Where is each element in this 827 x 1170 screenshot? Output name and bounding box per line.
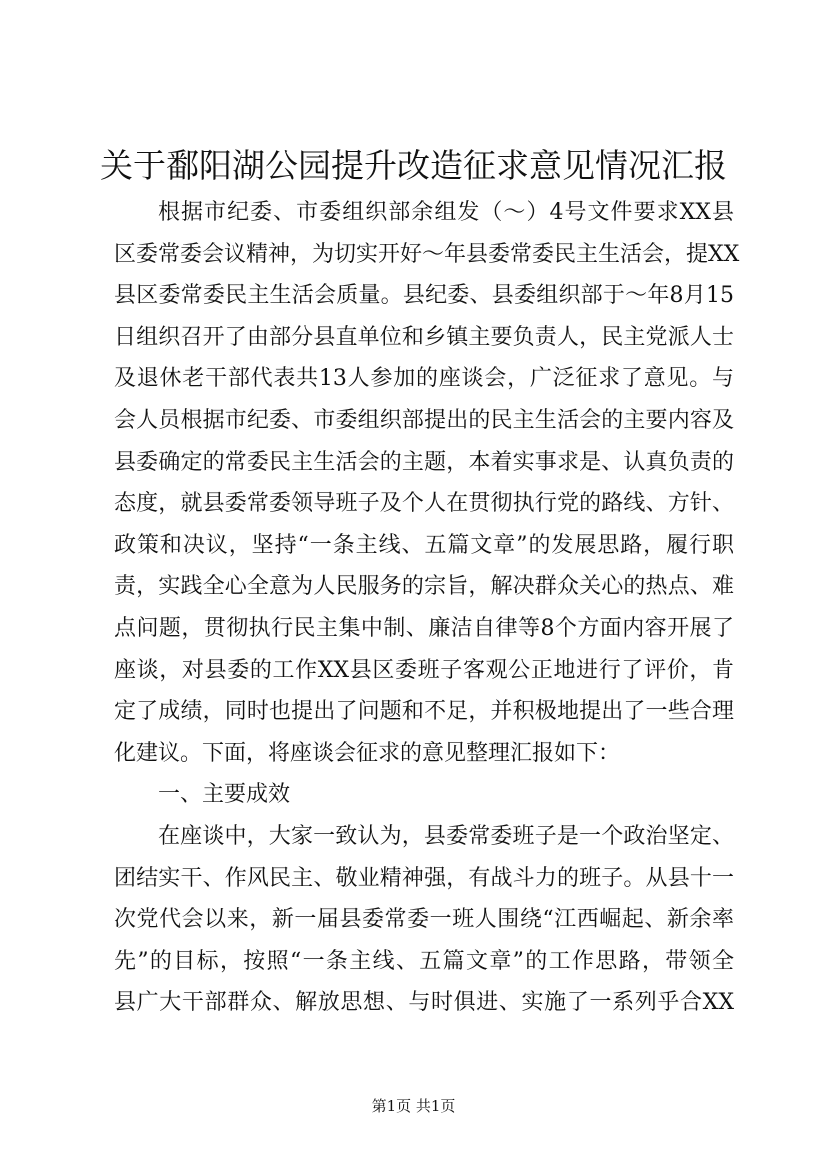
paragraph-line: 会人员根据市纪委、市委组织部提出的民主生活会的主要内容及 bbox=[114, 407, 734, 433]
paragraph-line: 态度，就县委常委领导班子及个人在贯彻执行党的路线、方针、 bbox=[114, 491, 734, 517]
paragraph-line: 点问题，贯彻执行民主集中制、廉洁自律等8个方面内容开展了 bbox=[114, 615, 734, 641]
paragraph-line: 政策和决议，坚持“一条主线、五篇文章”的发展思路，履行职 bbox=[114, 532, 734, 558]
paragraph-line: 日组织召开了由部分县直单位和乡镇主要负责人，民主党派人士 bbox=[114, 324, 734, 350]
paragraph-line: 区委常委会议精神，为切实开好～年县委常委民主生活会，提XX bbox=[114, 241, 740, 267]
paragraph-line: 根据市纪委、市委组织部余组发（～）4号文件要求XX县 bbox=[158, 200, 734, 225]
paragraph-line: 先”的目标，按照“一条主线、五篇文章”的工作思路，带领全 bbox=[114, 948, 734, 974]
paragraph-line: 化建议。下面，将座谈会征求的意见整理汇报如下： bbox=[114, 740, 621, 766]
paragraph-line: 责，实践全心全意为人民服务的宗旨，解决群众关心的热点、难 bbox=[114, 574, 734, 600]
paragraph-line: 在座谈中，大家一致认为，县委常委班子是一个政治坚定、 bbox=[158, 823, 734, 849]
page-number-footer: 第1页 共1页 bbox=[371, 1097, 456, 1115]
paragraph-line: 县区委常委民主生活会质量。县纪委、县委组织部于～年8月15 bbox=[114, 283, 734, 309]
paragraph-line: 座谈，对县委的工作XX县区委班子客观公正地进行了评价，肯 bbox=[114, 657, 734, 683]
section-heading: 一、主要成效 bbox=[158, 782, 291, 808]
document-body bbox=[114, 192, 740, 1024]
paragraph-line: 定了成绩，同时也提出了问题和不足，并积极地提出了一些合理 bbox=[114, 699, 734, 725]
document-title: 关于鄱阳湖公园提升改造征求意见情况汇报 bbox=[100, 146, 727, 185]
paragraph-line: 团结实干、作风民主、敬业精神强，有战斗力的班子。从县十一 bbox=[114, 865, 734, 891]
paragraph-line: 县委确定的常委民主生活会的主题，本着实事求是、认真负责的 bbox=[114, 449, 734, 475]
paragraph-line: 及退休老干部代表共13人参加的座谈会，广泛征求了意见。与 bbox=[114, 366, 734, 392]
paragraph-line: 县广大干部群众、解放思想、与时俱进、实施了一系列乎合XX bbox=[114, 990, 734, 1016]
paragraph-line: 次党代会以来，新一届县委常委一班人围绕“江西崛起、新余率 bbox=[114, 907, 734, 933]
